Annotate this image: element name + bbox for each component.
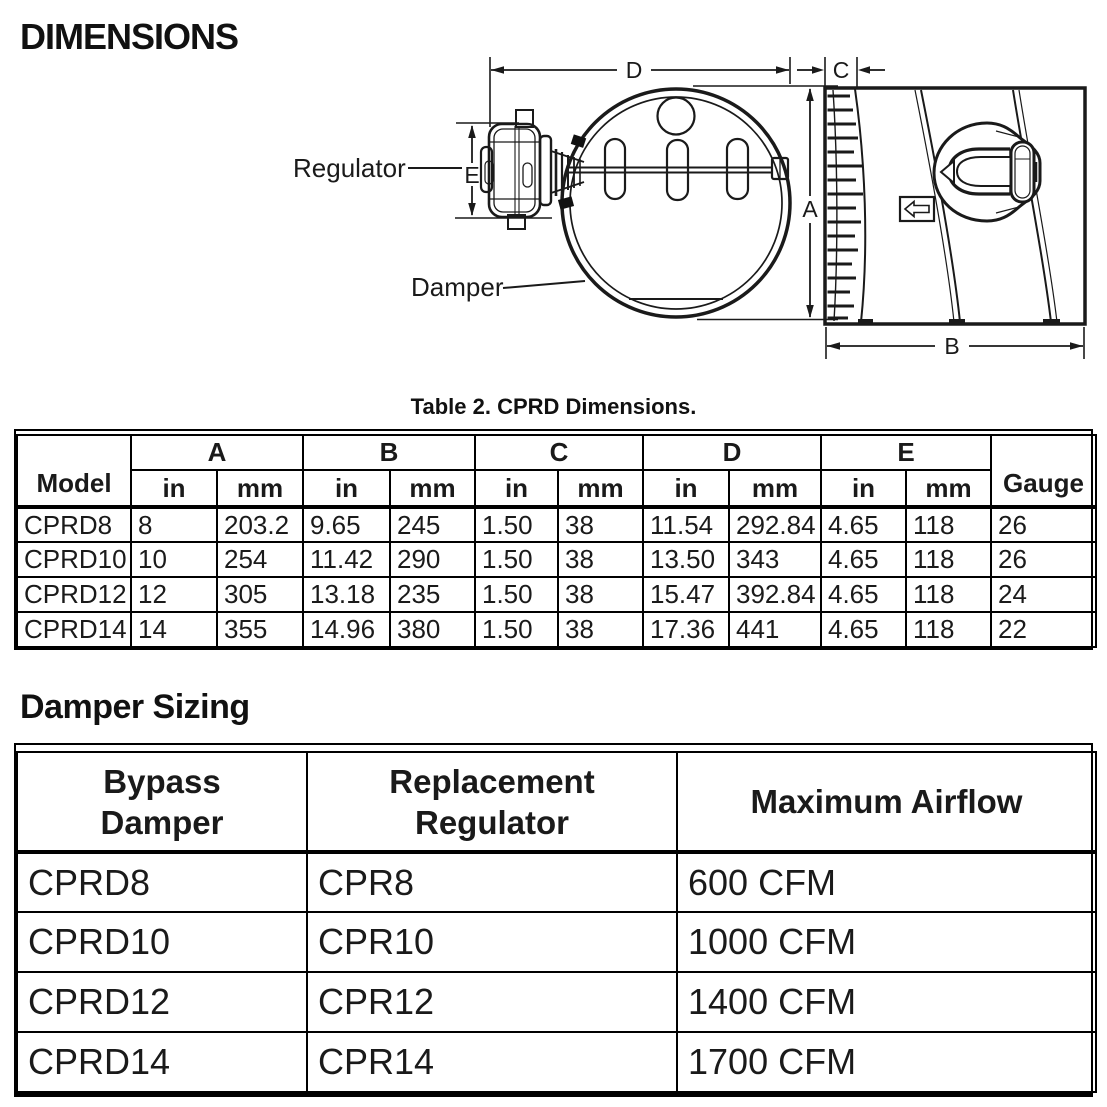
dims-col-gauge: Gauge xyxy=(991,435,1096,507)
maximum-airflow-cell: 1000 CFM xyxy=(677,912,1096,972)
replacement-regulator-cell: CPR14 xyxy=(307,1032,677,1092)
model-cell: CPRD10 xyxy=(17,542,131,577)
value-cell: 1.50 xyxy=(475,507,558,542)
value-cell: 11.42 xyxy=(303,542,390,577)
unit-header-in: in xyxy=(475,470,558,507)
value-cell: 8 xyxy=(131,507,217,542)
bypass-damper-cell: CPRD10 xyxy=(17,912,307,972)
sizing-col-maximum-airflow: Maximum Airflow xyxy=(677,752,1096,852)
unit-header-mm: mm xyxy=(390,470,475,507)
value-cell: 343 xyxy=(729,542,821,577)
replacement-regulator-cell: CPR8 xyxy=(307,852,677,912)
value-cell: 12 xyxy=(131,577,217,612)
value-cell: 380 xyxy=(390,612,475,647)
dim-letter-e: E xyxy=(464,162,480,188)
value-cell: 118 xyxy=(906,577,991,612)
dims-col-group-d: D xyxy=(643,435,821,470)
value-cell: 4.65 xyxy=(821,612,906,647)
value-cell: 355 xyxy=(217,612,303,647)
value-cell: 305 xyxy=(217,577,303,612)
dims-col-group-b: B xyxy=(303,435,475,470)
value-cell: 13.18 xyxy=(303,577,390,612)
value-cell: 235 xyxy=(390,577,475,612)
dim-letter-a: A xyxy=(802,196,818,222)
value-cell: 290 xyxy=(390,542,475,577)
unit-header-mm: mm xyxy=(558,470,643,507)
value-cell: 1.50 xyxy=(475,577,558,612)
value-cell: 4.65 xyxy=(821,542,906,577)
value-cell: 118 xyxy=(906,542,991,577)
dims-col-group-e: E xyxy=(821,435,991,470)
bypass-damper-cell: CPRD14 xyxy=(17,1032,307,1092)
maximum-airflow-cell: 600 CFM xyxy=(677,852,1096,912)
value-cell: 17.36 xyxy=(643,612,729,647)
value-cell: 392.84 xyxy=(729,577,821,612)
value-cell: 203.2 xyxy=(217,507,303,542)
maximum-airflow-cell: 1700 CFM xyxy=(677,1032,1096,1092)
damper-front-view xyxy=(562,89,790,317)
value-cell: 118 xyxy=(906,507,991,542)
sizing-table xyxy=(14,743,1093,1097)
side-regulator xyxy=(934,123,1040,221)
airflow-arrow xyxy=(900,197,934,221)
value-cell: 9.65 xyxy=(303,507,390,542)
damper-side-view xyxy=(825,88,1085,324)
value-cell: 14.96 xyxy=(303,612,390,647)
bypass-damper-cell: CPRD12 xyxy=(17,972,307,1032)
value-cell: 118 xyxy=(906,612,991,647)
unit-header-in: in xyxy=(821,470,906,507)
bypass-damper-cell: CPRD8 xyxy=(17,852,307,912)
gauge-cell: 22 xyxy=(991,612,1096,647)
table-row xyxy=(17,577,1096,612)
value-cell: 1.50 xyxy=(475,542,558,577)
blade-slot xyxy=(727,139,748,199)
sizing-col-replacement-regulator: Replacement Regulator xyxy=(307,752,677,852)
gauge-cell: 26 xyxy=(991,507,1096,542)
value-cell: 292.84 xyxy=(729,507,821,542)
value-cell: 13.50 xyxy=(643,542,729,577)
dims-col-model: Model xyxy=(17,435,131,507)
table-row xyxy=(17,612,1096,647)
unit-header-in: in xyxy=(303,470,390,507)
damper-label: Damper xyxy=(411,272,504,302)
replacement-regulator-cell: CPR12 xyxy=(307,972,677,1032)
value-cell: 38 xyxy=(558,507,643,542)
sizing-col-bypass-damper: Bypass Damper xyxy=(17,752,307,852)
model-cell: CPRD14 xyxy=(17,612,131,647)
value-cell: 1.50 xyxy=(475,612,558,647)
replacement-regulator-cell: CPR10 xyxy=(307,912,677,972)
unit-header-in: in xyxy=(643,470,729,507)
table-row xyxy=(17,542,1096,577)
value-cell: 15.47 xyxy=(643,577,729,612)
crimp-section xyxy=(828,89,866,322)
value-cell: 11.54 xyxy=(643,507,729,542)
value-cell: 245 xyxy=(390,507,475,542)
unit-header-mm: mm xyxy=(217,470,303,507)
value-cell: 254 xyxy=(217,542,303,577)
value-cell: 10 xyxy=(131,542,217,577)
model-cell: CPRD8 xyxy=(17,507,131,542)
dims-col-group-a: A xyxy=(131,435,303,470)
table-row xyxy=(17,1032,1096,1092)
value-cell: 4.65 xyxy=(821,577,906,612)
knob-flange xyxy=(540,136,551,205)
blade-slot xyxy=(667,140,688,200)
table-row xyxy=(17,507,1096,542)
damper-top-hole xyxy=(658,98,695,135)
table-row xyxy=(17,972,1096,1032)
value-cell: 14 xyxy=(131,612,217,647)
gauge-cell: 26 xyxy=(991,542,1096,577)
dims-table xyxy=(14,429,1093,650)
table-row xyxy=(17,852,1096,912)
unit-header-mm: mm xyxy=(906,470,991,507)
section-heading-damper-sizing: Damper Sizing xyxy=(20,688,250,726)
dim-letter-d: D xyxy=(625,57,643,83)
dimension-diagram xyxy=(0,40,1107,385)
table-row xyxy=(17,912,1096,972)
value-cell: 38 xyxy=(558,577,643,612)
value-cell: 38 xyxy=(558,542,643,577)
gauge-cell: 24 xyxy=(991,577,1096,612)
damper-leader-line xyxy=(503,281,585,288)
dim-letter-b: B xyxy=(944,333,960,359)
unit-header-mm: mm xyxy=(729,470,821,507)
regulator-label: Regulator xyxy=(293,153,406,183)
value-cell: 441 xyxy=(729,612,821,647)
dims-col-group-c: C xyxy=(475,435,643,470)
maximum-airflow-cell: 1400 CFM xyxy=(677,972,1096,1032)
dims-table-caption: Table 2. CPRD Dimensions. xyxy=(410,394,697,419)
model-cell: CPRD12 xyxy=(17,577,131,612)
dim-letter-c: C xyxy=(832,57,850,83)
page-title: DIMENSIONS xyxy=(20,16,239,57)
blade-slot xyxy=(605,139,625,199)
value-cell: 4.65 xyxy=(821,507,906,542)
value-cell: 38 xyxy=(558,612,643,647)
unit-header-in: in xyxy=(131,470,217,507)
